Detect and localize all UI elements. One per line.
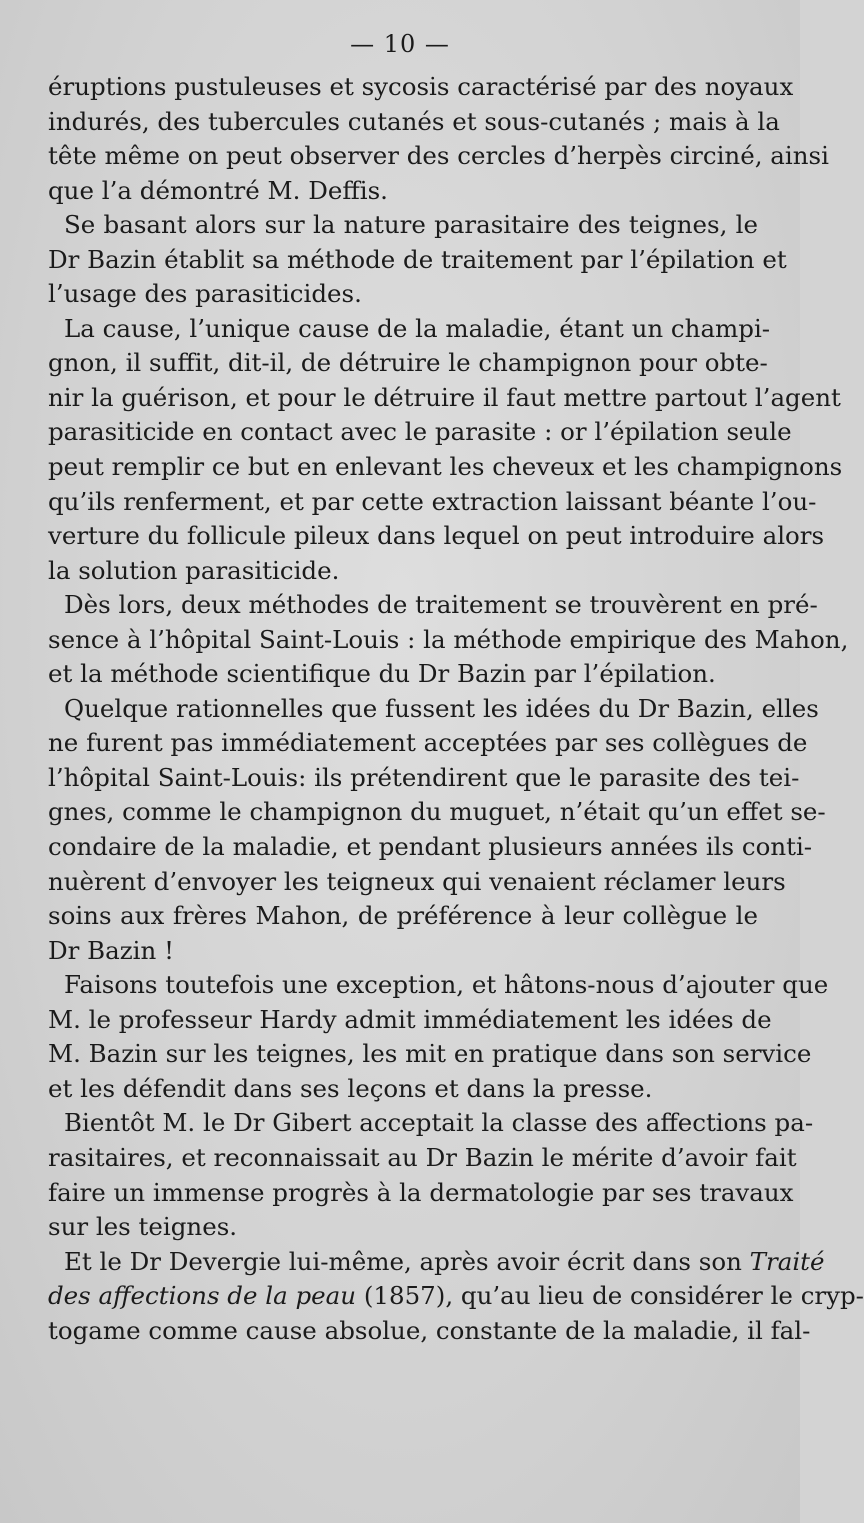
- text-line: ne furent pas immédiatement acceptées par ses collègues de: [48, 728, 808, 758]
- text-line: Faisons toutefois une exception, et hâtons-nous d’ajouter que: [64, 970, 829, 1000]
- text-line: togame comme cause absolue, constante de la maladie, il fal-: [48, 1315, 811, 1345]
- text-line: l’hôpital Saint-Louis: ils prétendirent que le parasite des tei-: [48, 762, 800, 792]
- text-line: soins aux frères Mahon, de préférence à leur collègue le: [48, 901, 758, 931]
- text-line: indurés, des tubercules cutanés et sous-cutanés ; mais à la: [48, 106, 780, 136]
- text-line: Quelque rationnelles que fussent les idées du Dr Bazin, elles: [64, 693, 819, 723]
- text-line: que l’a démontré M. Deffis.: [48, 175, 388, 205]
- text-line: et la méthode scientifique du Dr Bazin par l’épilation.: [48, 659, 716, 689]
- text-line: rasitaires, et reconnaissait au Dr Bazin le mérite d’avoir fait: [48, 1142, 797, 1172]
- text-line: [48, 1279, 864, 1314]
- text-line: M. le professeur Hardy admit immédiatement les idées de: [48, 1004, 772, 1034]
- text-line: faire un immense progrès à la dermatologie par ses travaux: [48, 1177, 794, 1207]
- text-line: La cause, l’unique cause de la maladie, étant un champi-: [64, 313, 771, 343]
- text-line: M. Bazin sur les teignes, les mit en pratique dans son service: [48, 1039, 812, 1069]
- text-line: et les défendit dans ses leçons et dans la presse.: [48, 1073, 653, 1103]
- text-line: gnes, comme le champignon du muguet, n’était qu’un effet se-: [48, 797, 826, 827]
- page-number: — 10 —: [350, 30, 450, 58]
- text-line: parasiticide en contact avec le parasite : or l’épilation seule: [48, 417, 792, 447]
- text-line: Se basant alors sur la nature parasitaire des teignes, le: [64, 210, 758, 240]
- text-line: peut remplir ce but en enlevant les cheveux et les champignons: [48, 452, 843, 482]
- text-line: nir la guérison, et pour le détruire il faut mettre partout l’agent: [48, 382, 841, 412]
- text-line: Dr Bazin !: [48, 935, 174, 965]
- text-line: sur les teignes.: [48, 1212, 238, 1242]
- text-line: tête même on peut observer des cercles d’herpès circiné, ainsi: [48, 141, 829, 171]
- italic-title: des affections de la peau: [48, 1281, 357, 1311]
- text-line: verture du follicule pileux dans lequel on peut introduire alors: [48, 521, 825, 551]
- text-line: la solution parasiticide.: [48, 555, 340, 585]
- text-line: qu’ils renferment, et par cette extraction laissant béante l’ou-: [48, 486, 817, 516]
- text-line: [48, 1245, 825, 1280]
- text-line: nuèrent d’envoyer les teigneux qui venaient réclamer leurs: [48, 866, 786, 896]
- text-line: Bientôt M. le Dr Gibert acceptait la classe des affections pa-: [64, 1108, 814, 1138]
- text-line: éruptions pustuleuses et sycosis caractérisé par des noyaux: [48, 72, 794, 101]
- text-line: l’usage des parasiticides.: [48, 279, 362, 309]
- text-line: Dès lors, deux méthodes de traitement se trouvèrent en pré-: [64, 590, 818, 620]
- text-line: Dr Bazin établit sa méthode de traitement par l’épilation et: [48, 244, 787, 274]
- text-line: gnon, il suffit, dit-il, de détruire le champignon pour obte-: [48, 348, 768, 378]
- text-segment: (1857), qu’au lieu de considérer le cryp-: [356, 1281, 864, 1311]
- text-line: sence à l’hôpital Saint-Louis : la méthode empirique des Mahon,: [48, 624, 849, 654]
- text-segment: Et le Dr Devergie lui-même, après avoir écrit dans son: [64, 1246, 750, 1276]
- body-text: [48, 70, 864, 1348]
- italic-title: Traité: [749, 1246, 825, 1276]
- text-line: condaire de la maladie, et pendant plusieurs années ils conti-: [48, 832, 813, 862]
